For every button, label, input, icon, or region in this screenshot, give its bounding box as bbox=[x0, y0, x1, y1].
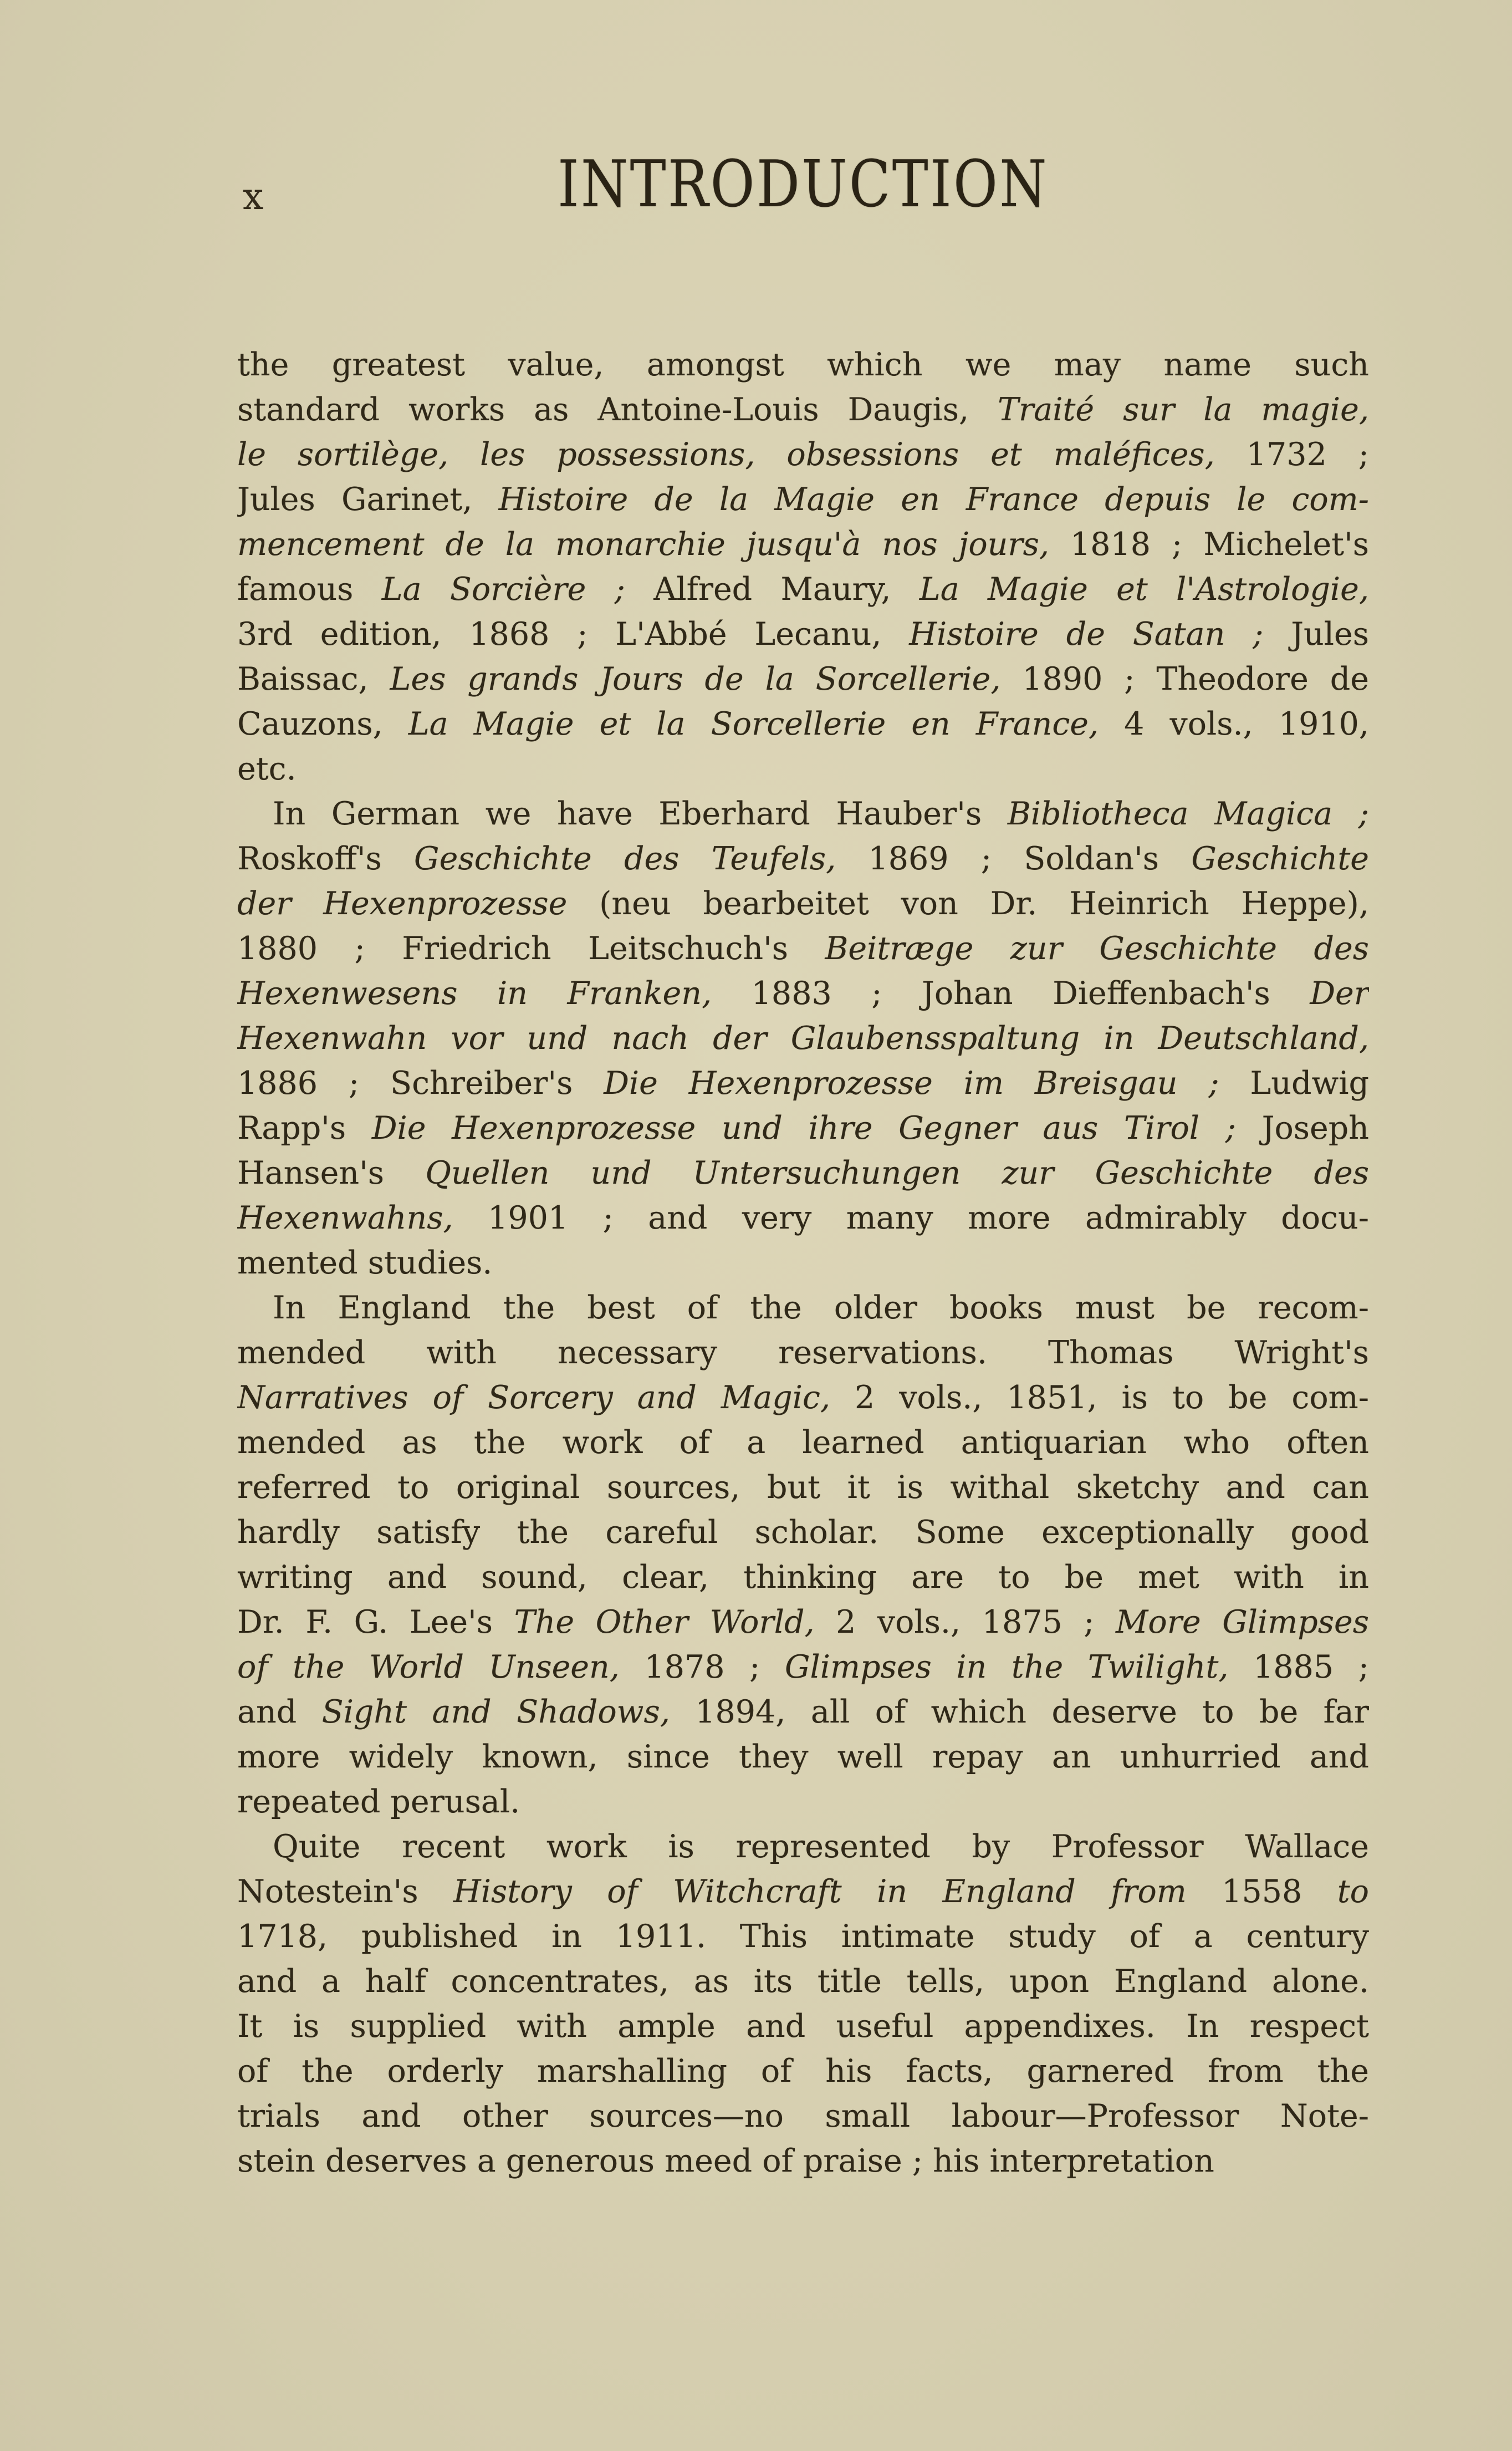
text-segment: 1732 ; bbox=[1214, 436, 1369, 473]
italic-text-segment: der Hexenprozesse bbox=[237, 885, 568, 922]
body-line bbox=[237, 1690, 1369, 1735]
body-line bbox=[237, 1331, 1369, 1375]
text-segment: 1886 ; Schreiber's bbox=[237, 1065, 604, 1102]
body-line bbox=[237, 2139, 1369, 2184]
text-segment: 1818 ; Michelet's bbox=[1049, 526, 1369, 563]
italic-text-segment: Beitræge zur Geschichte des bbox=[825, 930, 1369, 967]
body-line bbox=[237, 837, 1369, 881]
paragraph bbox=[237, 1825, 1369, 2184]
text-segment: It is supplied with ample and useful appendixes. In respect bbox=[237, 2008, 1369, 2045]
text-segment: Rapp's bbox=[237, 1110, 372, 1146]
body-line bbox=[237, 477, 1369, 522]
body-line bbox=[237, 1420, 1369, 1465]
italic-text-segment: Die Hexenprozesse und ihre Gegner aus Tirol ; bbox=[371, 1110, 1236, 1146]
italic-text-segment: Histoire de Satan ; bbox=[909, 616, 1264, 653]
body-line bbox=[237, 2049, 1369, 2094]
italic-text-segment: mencement de la monarchie jusqu'à nos jours, bbox=[237, 526, 1049, 563]
text-segment: and bbox=[237, 1694, 322, 1730]
text-segment: 1869 ; Soldan's bbox=[836, 840, 1192, 877]
italic-text-segment: Hexenwahns, bbox=[237, 1200, 453, 1236]
text-segment: 1901 ; and very many more admirably docu- bbox=[453, 1200, 1369, 1236]
body-line bbox=[237, 1196, 1369, 1241]
text-segment: (neu bearbeitet von Dr. Heinrich Heppe), bbox=[567, 885, 1369, 922]
italic-text-segment: Hexenwesens in Franken, bbox=[237, 975, 712, 1012]
body-line bbox=[237, 1510, 1369, 1555]
italic-text-segment: Les grands Jours de la Sorcellerie, bbox=[390, 661, 1001, 697]
text-segment: Joseph bbox=[1235, 1110, 1369, 1146]
body-line bbox=[237, 1061, 1369, 1106]
text-segment: Roskoff's bbox=[237, 840, 415, 877]
body-line bbox=[237, 792, 1369, 837]
body-line bbox=[237, 971, 1369, 1016]
running-head bbox=[0, 0, 1512, 255]
text-segment: Baissac, bbox=[237, 661, 390, 697]
body-line bbox=[237, 2094, 1369, 2139]
body-line bbox=[237, 388, 1369, 432]
text-segment: Dr. F. G. Lee's bbox=[237, 1604, 514, 1640]
text-segment: 2 vols., 1875 ; bbox=[814, 1604, 1116, 1640]
italic-text-segment: Der bbox=[1310, 975, 1369, 1012]
body-line bbox=[237, 1106, 1369, 1151]
text-segment: Notestein's bbox=[237, 1873, 454, 1910]
italic-text-segment: Glimpses in the Twilight, bbox=[784, 1649, 1229, 1685]
text-segment: repeated perusal. bbox=[237, 1784, 520, 1820]
italic-text-segment: le sortilège, les possessions, obsessions et maléfices, bbox=[237, 436, 1215, 473]
text-segment: more widely known, since they well repay an unhurried and bbox=[237, 1739, 1369, 1775]
text-segment: 4 vols., 1910, bbox=[1099, 706, 1369, 742]
italic-text-segment: Traité sur la magie, bbox=[998, 391, 1369, 428]
text-segment: Cauzons, bbox=[237, 706, 408, 742]
italic-text-segment: Narratives of Sorcery and Magic, bbox=[237, 1379, 830, 1416]
italic-text-segment: The Other World, bbox=[514, 1604, 815, 1640]
italic-text-segment: Bibliotheca Magica ; bbox=[1007, 796, 1369, 832]
body-line bbox=[237, 1959, 1369, 2004]
italic-text-segment: Geschichte bbox=[1191, 840, 1369, 877]
italic-text-segment: La Magie et la Sorcellerie en France, bbox=[408, 706, 1099, 742]
text-segment: the greatest value, amongst which we may name such bbox=[237, 346, 1369, 383]
body-line bbox=[237, 1780, 1369, 1825]
text-segment: In German we have Eberhard Hauber's bbox=[273, 796, 1008, 832]
text-segment: writing and sound, clear, thinking are to be met with in bbox=[237, 1559, 1369, 1596]
body-line bbox=[237, 747, 1369, 792]
text-segment: stein deserves a generous meed of praise ; his interpretation bbox=[237, 2143, 1214, 2179]
body-line bbox=[237, 1735, 1369, 1780]
text-segment: 2 vols., 1851, is to be com- bbox=[830, 1379, 1369, 1416]
text-segment: hardly satisfy the careful scholar. Some exceptionally good bbox=[237, 1514, 1369, 1551]
body-text bbox=[237, 343, 1369, 2184]
text-segment: mended as the work of a learned antiquarian who often bbox=[237, 1424, 1369, 1461]
body-line bbox=[237, 702, 1369, 747]
body-line bbox=[237, 522, 1369, 567]
text-segment: 1883 ; Johan Dieffenbach's bbox=[712, 975, 1310, 1012]
italic-text-segment: La Magie et l'Astrologie, bbox=[919, 571, 1369, 608]
body-line bbox=[237, 612, 1369, 657]
text-segment: 1878 ; bbox=[619, 1649, 785, 1685]
text-segment: Alfred Maury, bbox=[625, 571, 920, 608]
text-segment: Hansen's bbox=[237, 1155, 426, 1191]
body-line bbox=[237, 1825, 1369, 1869]
body-line bbox=[237, 343, 1369, 388]
italic-text-segment: Sight and Shadows, bbox=[321, 1694, 670, 1730]
body-line bbox=[237, 1645, 1369, 1690]
paragraph bbox=[237, 343, 1369, 792]
body-line bbox=[237, 657, 1369, 702]
italic-text-segment: History of Witchcraft in England from bbox=[453, 1873, 1187, 1910]
italic-text-segment: Quellen und Untersuchungen zur Geschichte des bbox=[425, 1155, 1369, 1191]
text-segment: 1885 ; bbox=[1228, 1649, 1369, 1685]
body-line bbox=[237, 881, 1369, 926]
italic-text-segment: Hexenwahn vor und nach der Glaubensspaltung in Deutschland, bbox=[237, 1020, 1369, 1057]
italic-text-segment: Histoire de la Magie en France depuis le com- bbox=[498, 481, 1369, 518]
text-segment: Jules bbox=[1263, 616, 1369, 653]
text-segment: mented studies. bbox=[237, 1245, 493, 1281]
text-segment: of the orderly marshalling of his facts, garnered from the bbox=[237, 2053, 1369, 2090]
text-segment: Quite recent work is represented by Professor Wallace bbox=[273, 1828, 1369, 1865]
text-segment: and a half concentrates, as its title tells, upon England alone. bbox=[237, 1963, 1369, 2000]
body-line bbox=[237, 1555, 1369, 1600]
text-segment: Jules Garinet, bbox=[237, 481, 499, 518]
text-segment: famous bbox=[237, 571, 382, 608]
paragraph bbox=[237, 1286, 1369, 1825]
italic-text-segment: Geschichte des Teufels, bbox=[414, 840, 836, 877]
text-segment: 1718, published in 1911. This intimate study of a century bbox=[237, 1918, 1369, 1955]
text-segment: referred to original sources, but it is withal sketchy and can bbox=[237, 1469, 1369, 1506]
italic-text-segment: of the World Unseen, bbox=[237, 1649, 620, 1685]
body-line bbox=[237, 567, 1369, 612]
italic-text-segment: Die Hexenprozesse im Breisgau ; bbox=[604, 1065, 1219, 1102]
italic-text-segment: La Sorcière ; bbox=[381, 571, 625, 608]
body-line bbox=[237, 1869, 1369, 1914]
body-line bbox=[237, 2004, 1369, 2049]
body-line bbox=[237, 1151, 1369, 1196]
text-segment: In England the best of the older books must be recom- bbox=[273, 1290, 1369, 1326]
body-line bbox=[237, 1375, 1369, 1420]
text-segment: 3rd edition, 1868 ; L'Abbé Lecanu, bbox=[237, 616, 910, 653]
italic-text-segment: to bbox=[1337, 1873, 1369, 1910]
body-line bbox=[237, 1241, 1369, 1286]
body-line bbox=[237, 1016, 1369, 1061]
italic-text-segment: More Glimpses bbox=[1116, 1604, 1369, 1640]
text-segment: standard works as Antoine-Louis Daugis, bbox=[237, 391, 998, 428]
page-title: INTRODUCTION bbox=[558, 147, 1049, 222]
page-number: x bbox=[243, 175, 265, 218]
text-segment: Ludwig bbox=[1219, 1065, 1369, 1102]
text-segment: 1558 bbox=[1186, 1873, 1337, 1910]
body-line bbox=[237, 432, 1369, 477]
body-line bbox=[237, 1465, 1369, 1510]
text-segment: 1880 ; Friedrich Leitschuch's bbox=[237, 930, 825, 967]
body-line bbox=[237, 1286, 1369, 1331]
text-segment: mended with necessary reservations. Thomas Wright's bbox=[237, 1334, 1369, 1371]
text-segment: etc. bbox=[237, 751, 297, 787]
text-segment: 1890 ; Theodore de bbox=[1000, 661, 1369, 697]
paragraph bbox=[237, 792, 1369, 1286]
body-line bbox=[237, 1914, 1369, 1959]
text-segment: 1894, all of which deserve to be far bbox=[670, 1694, 1369, 1730]
text-segment: trials and other sources—no small labour—Professor Note- bbox=[237, 2098, 1369, 2134]
body-line bbox=[237, 926, 1369, 971]
body-line bbox=[237, 1600, 1369, 1645]
